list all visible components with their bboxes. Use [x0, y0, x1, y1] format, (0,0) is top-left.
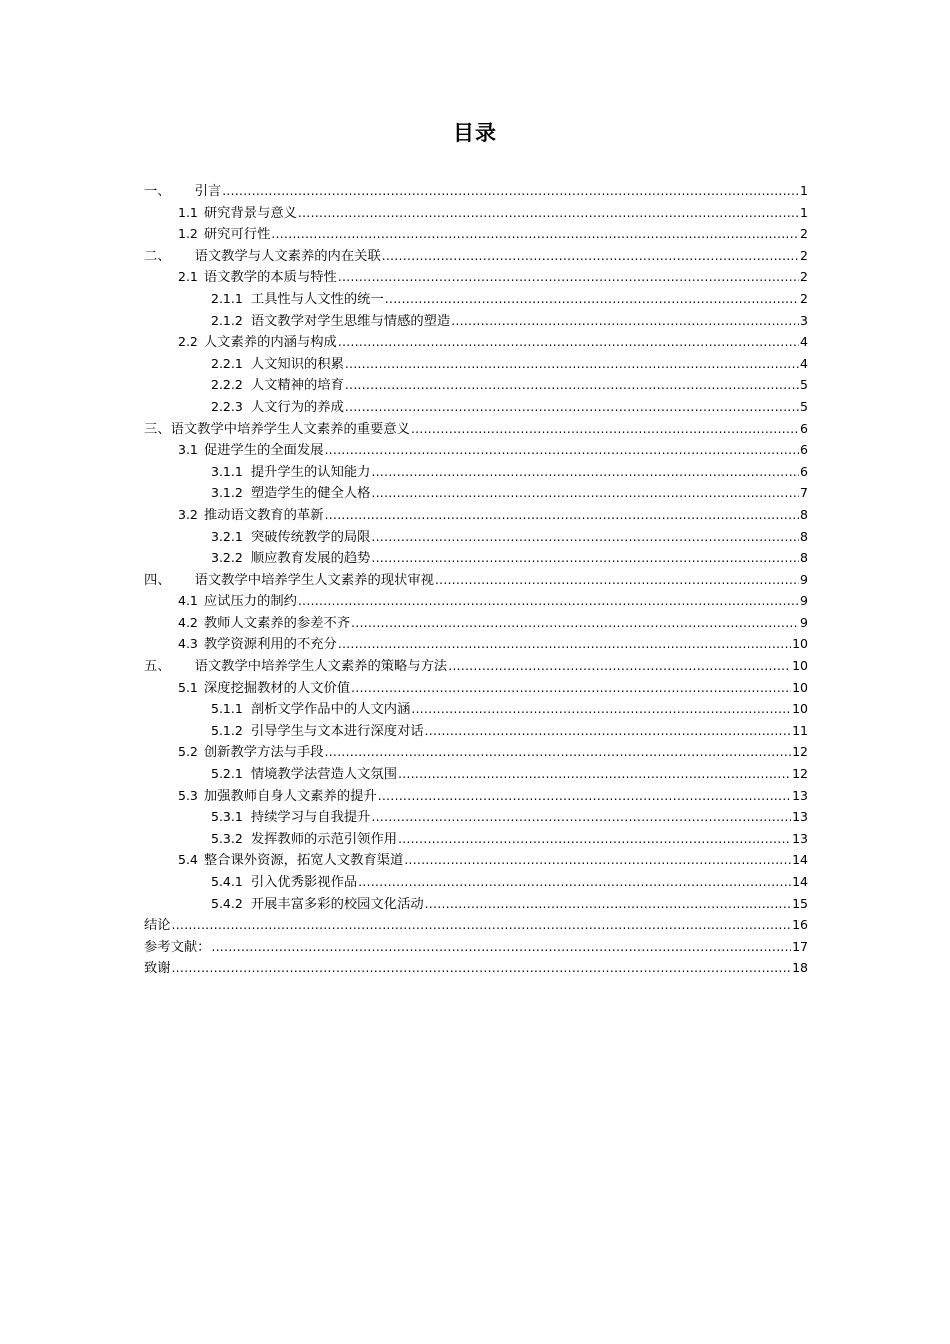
toc-entry-page-number: 9 [800, 571, 808, 587]
toc-entry-page-number: 4 [800, 355, 808, 371]
dot-leader [398, 764, 791, 786]
toc-entry-number: 2.1 [178, 269, 198, 285]
toc-entry-text: 研究背景与意义 [203, 205, 297, 221]
dot-leader [351, 613, 799, 635]
dot-leader [338, 267, 799, 289]
toc-entry-page-number: 2 [800, 247, 808, 263]
toc-entry-text: 塑造学生的健全人格 [250, 486, 371, 502]
toc-entry-page-number: 12 [792, 766, 808, 782]
toc-entry-page-number: 1 [800, 204, 808, 220]
toc-entry-title [211, 828, 397, 851]
toc-entry-title [178, 633, 337, 656]
dot-leader [411, 419, 799, 441]
dot-leader [325, 742, 792, 764]
toc-entry-number: 5.4.1 [211, 874, 243, 889]
dot-leader [371, 527, 799, 549]
toc-entry-title [178, 785, 377, 808]
toc-entry-number: 2.2 [178, 334, 198, 350]
dot-leader [411, 699, 791, 721]
toc-entry[interactable] [144, 893, 808, 915]
toc-entry-title [178, 439, 324, 462]
toc-entry-number: 2.2.3 [211, 398, 243, 414]
toc-entry-title [211, 396, 344, 419]
toc-entry[interactable] [144, 504, 808, 526]
toc-entry-number: 3.1.1 [211, 463, 243, 479]
toc-entry[interactable] [144, 849, 808, 871]
toc-entry-number: 2.1.2 [211, 312, 243, 328]
toc-entry-text: 结论 [144, 918, 171, 934]
toc-entry-title [178, 677, 350, 700]
toc-entry[interactable] [144, 936, 808, 958]
toc-entry[interactable] [144, 310, 808, 332]
toc-entry[interactable] [144, 569, 808, 591]
toc-entry-title [144, 181, 221, 203]
toc-entry-text: 语文教学与人文素养的内在关联 [194, 248, 381, 264]
toc-entry-text: 语文教学的本质与特性 [203, 270, 337, 286]
toc-entry-number: 5.3.2 [211, 830, 243, 846]
toc-entry-number: 五、 [144, 659, 171, 675]
toc-entry-title [144, 246, 381, 268]
toc-entry[interactable] [144, 461, 808, 483]
toc-entry-text: 提升学生的认知能力 [250, 464, 371, 480]
toc-entry-title [178, 266, 337, 289]
toc-entry-page-number: 12 [792, 744, 808, 760]
toc-entry-number: 5.4.2 [211, 895, 243, 911]
toc-entry-number: 4.1 [178, 593, 198, 609]
toc-entry-number: 2.2.2 [211, 377, 243, 393]
dot-leader [378, 786, 791, 808]
toc-entry[interactable] [144, 914, 808, 936]
toc-entry-number: 5.1.1 [211, 701, 243, 717]
toc-entry[interactable] [144, 482, 808, 504]
toc-entry[interactable] [144, 439, 808, 461]
toc-entry-title [211, 763, 397, 786]
table-of-contents [144, 180, 808, 979]
toc-entry-title [211, 526, 370, 549]
toc-entry-title [211, 698, 410, 721]
toc-entry-text: 致谢 [144, 961, 171, 977]
toc-entry-text: 引言 [194, 184, 222, 199]
toc-entry[interactable] [144, 806, 808, 828]
dot-leader [172, 915, 792, 937]
toc-entry[interactable] [144, 266, 808, 288]
toc-entry-page-number: 5 [800, 377, 808, 393]
toc-entry-text: 推动语文教育的革新 [203, 507, 324, 523]
toc-entry-text: 顺应教育发展的趋势 [250, 551, 371, 567]
toc-entry-page-number: 13 [792, 787, 808, 803]
dot-leader [298, 591, 799, 613]
toc-entry-number: 5.2.1 [211, 766, 243, 782]
toc-entry-page-number: 2 [800, 269, 808, 285]
toc-entry-text: 促进学生的全面发展 [203, 443, 324, 459]
toc-entry-text: 人文精神的培育 [250, 378, 344, 394]
toc-entry[interactable] [144, 526, 808, 548]
toc-entry-title [178, 849, 403, 872]
toc-entry-title [178, 202, 297, 225]
toc-entry[interactable] [144, 677, 808, 699]
toc-entry-text: 语文教学中培养学生人文素养的现状审视 [194, 572, 434, 588]
toc-entry[interactable] [144, 288, 808, 310]
toc-entry[interactable] [144, 202, 808, 224]
toc-entry-page-number: 8 [800, 550, 808, 566]
page-title: 目录 [453, 121, 497, 145]
dot-leader [398, 829, 791, 851]
toc-entry-page-number: 15 [792, 895, 808, 911]
toc-entry[interactable] [144, 353, 808, 375]
toc-entry[interactable] [144, 828, 808, 850]
toc-entry-text: 引入优秀影视作品 [250, 875, 358, 890]
toc-entry[interactable] [144, 741, 808, 763]
toc-entry-page-number: 4 [800, 334, 808, 350]
dot-leader [385, 289, 799, 311]
toc-entry-number: 5.1.2 [211, 722, 243, 738]
toc-entry-text: 创新教学方法与手段 [203, 745, 324, 761]
toc-entry-number: 5.2 [178, 744, 198, 760]
toc-entry-number: 5.4 [178, 852, 198, 868]
toc-entry-number: 1.2 [178, 226, 198, 242]
toc-entry[interactable] [144, 590, 808, 612]
toc-entry[interactable] [144, 633, 808, 655]
toc-entry-number: 5.3.1 [211, 809, 243, 825]
toc-entry-page-number: 6 [800, 420, 808, 436]
toc-entry-title [211, 720, 424, 743]
toc-entry[interactable] [144, 396, 808, 418]
toc-entry[interactable] [144, 871, 808, 893]
toc-entry-number: 2.2.1 [211, 355, 243, 371]
toc-entry-page-number: 8 [800, 528, 808, 544]
toc-entry-number: 三、 [144, 421, 171, 437]
toc-entry-number: 一、 [144, 184, 171, 199]
toc-entry-text: 语文教学中培养学生人文素养的重要意义 [170, 421, 410, 437]
toc-entry-title [178, 223, 270, 246]
toc-entry-number: 四、 [144, 572, 171, 588]
dot-leader [371, 483, 799, 505]
toc-entry[interactable] [144, 612, 808, 634]
toc-entry-page-number: 3 [800, 312, 808, 328]
toc-entry-text: 研究可行性 [203, 227, 271, 243]
toc-entry-title [144, 656, 447, 678]
toc-entry-number: 二、 [144, 248, 171, 264]
toc-entry-text: 开展丰富多彩的校园文化活动 [250, 896, 424, 912]
toc-entry-title [211, 310, 450, 333]
dot-leader [435, 570, 799, 592]
toc-entry-page-number: 6 [800, 442, 808, 458]
toc-entry-page-number: 10 [792, 636, 808, 652]
toc-entry-number: 3.1 [178, 442, 198, 458]
dot-leader [425, 721, 791, 743]
dot-leader [404, 850, 791, 872]
toc-entry-text: 引导学生与文本进行深度对话 [250, 723, 424, 739]
toc-entry-title [211, 871, 357, 894]
toc-entry[interactable] [144, 720, 808, 742]
dot-leader [211, 937, 791, 959]
dot-leader [325, 440, 799, 462]
toc-entry-text: 语文教学中培养学生人文素养的策略与方法 [194, 659, 448, 675]
dot-leader [271, 224, 799, 246]
toc-entry-title [178, 741, 324, 764]
dot-leader [325, 505, 799, 527]
dot-leader [371, 462, 799, 484]
toc-entry-page-number: 13 [792, 830, 808, 846]
toc-entry-text: 参考文献： [144, 939, 211, 955]
toc-entry[interactable] [144, 331, 808, 353]
toc-entry[interactable] [144, 785, 808, 807]
dot-leader [371, 807, 791, 829]
toc-entry[interactable] [144, 374, 808, 396]
toc-entry-page-number: 10 [792, 679, 808, 695]
toc-entry-number: 3.2 [178, 506, 198, 522]
toc-entry-title [178, 504, 324, 527]
toc-entry-title [211, 374, 344, 397]
toc-entry-number: 5.1 [178, 679, 198, 695]
dot-leader [172, 958, 792, 980]
toc-entry-page-number: 13 [792, 809, 808, 825]
dot-leader [298, 203, 799, 225]
toc-entry-title [144, 419, 410, 441]
toc-entry-title [211, 806, 370, 829]
toc-entry-title [211, 547, 370, 570]
toc-entry-title [144, 915, 171, 937]
toc-entry-text: 剖析文学作品中的人文内涵 [250, 702, 411, 718]
toc-entry-page-number: 14 [792, 874, 808, 889]
toc-entry-title [144, 958, 171, 980]
toc-entry-number: 4.2 [178, 614, 198, 630]
toc-entry[interactable] [144, 180, 808, 202]
dot-leader [345, 375, 799, 397]
toc-entry-page-number: 16 [792, 917, 808, 933]
toc-entry-text: 发挥教师的示范引领作用 [250, 831, 398, 847]
toc-entry-text: 人文知识的积累 [250, 356, 344, 372]
toc-entry-page-number: 17 [792, 938, 808, 954]
toc-entry-page-number: 18 [792, 960, 808, 976]
toc-entry-text: 应试压力的制约 [203, 594, 297, 610]
toc-entry-text: 工具性与人文性的统一 [250, 291, 384, 307]
toc-entry-number: 1.1 [178, 204, 198, 220]
toc-entry-number: 3.1.2 [211, 485, 243, 501]
toc-entry[interactable] [144, 223, 808, 245]
dot-leader [358, 872, 791, 894]
toc-entry-title [178, 331, 337, 354]
toc-entry-page-number: 6 [800, 463, 808, 479]
toc-entry[interactable] [144, 547, 808, 569]
toc-entry-title [144, 937, 210, 959]
toc-entry-page-number: 2 [800, 290, 808, 306]
dot-leader [338, 332, 799, 354]
toc-entry-text: 教师人文素养的参差不齐 [203, 615, 351, 631]
toc-entry-title [211, 288, 384, 311]
toc-entry-page-number: 9 [800, 593, 808, 609]
toc-entry-text: 突破传统教学的局限 [250, 529, 371, 545]
toc-entry-text: 情境教学法营造人文氛围 [250, 767, 398, 783]
toc-entry-text: 深度挖掘教材的人文价值 [203, 680, 351, 696]
toc-entry-number: 5.3 [178, 787, 198, 803]
toc-entry-page-number: 10 [792, 658, 808, 674]
dot-leader [448, 656, 791, 678]
toc-entry-title [144, 570, 434, 592]
dot-leader [425, 894, 791, 916]
toc-entry-title [211, 893, 424, 916]
toc-entry-page-number: 5 [800, 398, 808, 414]
dot-leader [371, 548, 799, 570]
toc-entry[interactable] [144, 245, 808, 267]
toc-entry-text: 语文教学对学生思维与情感的塑造 [250, 313, 451, 329]
toc-entry-page-number: 2 [800, 226, 808, 242]
toc-entry-text: 教学资源利用的不充分 [203, 637, 337, 653]
toc-entry[interactable] [144, 655, 808, 677]
toc-entry-number: 3.2.1 [211, 528, 243, 544]
toc-entry-number: 3.2.2 [211, 550, 243, 566]
dot-leader [451, 311, 799, 333]
toc-entry-text: 加强教师自身人文素养的提升 [203, 788, 377, 804]
dot-leader [351, 678, 791, 700]
dot-leader [345, 354, 799, 376]
dot-leader [338, 634, 791, 656]
dot-leader [222, 181, 799, 203]
toc-entry-text: 持续学习与自我提升 [250, 810, 371, 826]
toc-entry[interactable] [144, 418, 808, 440]
toc-entry-number: 2.1.1 [211, 290, 243, 306]
toc-entry[interactable] [144, 698, 808, 720]
toc-entry-page-number: 10 [792, 701, 808, 717]
toc-entry-title [211, 461, 370, 484]
toc-entry-number: 4.3 [178, 636, 198, 652]
toc-entry[interactable] [144, 957, 808, 979]
toc-entry-page-number: 14 [792, 852, 808, 868]
toc-entry-text: 人文行为的养成 [250, 399, 344, 415]
toc-entry-title [211, 353, 344, 376]
toc-entry-page-number: 8 [800, 506, 808, 522]
toc-entry-title [178, 590, 297, 613]
toc-entry-page-number: 1 [800, 183, 808, 198]
toc-entry-text: 整合课外资源，拓宽人文教育渠道 [203, 853, 404, 869]
toc-entry-page-number: 9 [800, 614, 808, 630]
toc-entry-title [178, 612, 350, 635]
dot-leader [345, 397, 799, 419]
toc-entry-title [211, 482, 370, 505]
toc-entry-page-number: 7 [800, 485, 808, 501]
toc-entry-page-number: 11 [792, 722, 808, 738]
dot-leader [382, 246, 799, 268]
toc-entry-text: 人文素养的内涵与构成 [203, 335, 337, 351]
toc-entry[interactable] [144, 763, 808, 785]
